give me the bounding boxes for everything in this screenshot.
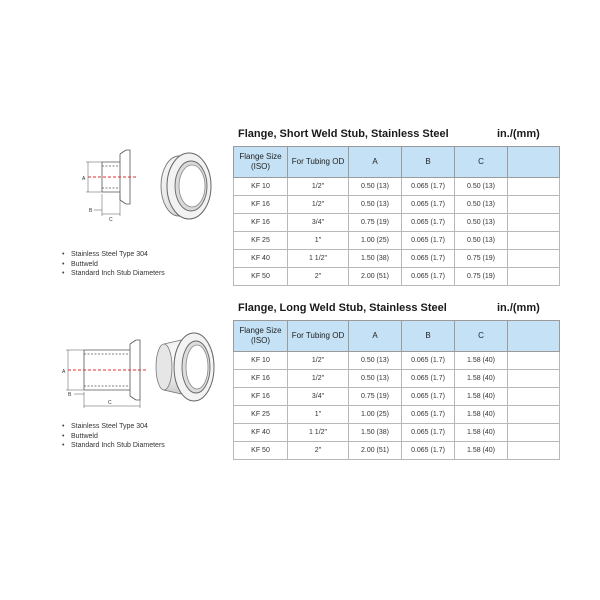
table-row bbox=[234, 250, 560, 268]
feature-item: • Standard Inch Stub Diameters bbox=[62, 269, 165, 279]
table-cell: 0.50 (13) bbox=[455, 232, 508, 250]
table-cell: 0.065 (1.7) bbox=[402, 268, 455, 286]
table-cell: KF 16 bbox=[234, 370, 288, 388]
table-row bbox=[234, 178, 560, 196]
table-row bbox=[234, 232, 560, 250]
table-row bbox=[234, 196, 560, 214]
table-cell bbox=[508, 406, 560, 424]
long-stub-features bbox=[62, 422, 165, 451]
table-cell: 2.00 (51) bbox=[349, 268, 402, 286]
table-header-row bbox=[234, 321, 560, 352]
table-cell: 0.75 (19) bbox=[349, 388, 402, 406]
units-label: in./(mm) bbox=[497, 302, 540, 314]
table-cell: 2.00 (51) bbox=[349, 442, 402, 460]
table-cell: 1.58 (40) bbox=[455, 406, 508, 424]
table-cell: 2" bbox=[288, 268, 349, 286]
table-cell: KF 40 bbox=[234, 424, 288, 442]
long-stub-3d-image bbox=[150, 324, 218, 410]
table-cell: 0.065 (1.7) bbox=[402, 442, 455, 460]
table-row bbox=[234, 388, 560, 406]
table-cell: 1" bbox=[288, 406, 349, 424]
table-cell bbox=[508, 370, 560, 388]
table-cell: KF 10 bbox=[234, 178, 288, 196]
header-cell: B bbox=[402, 321, 455, 352]
feature-item: • Stainless Steel Type 304 bbox=[62, 250, 165, 260]
feature-item: • Stainless Steel Type 304 bbox=[62, 422, 165, 432]
table-row bbox=[234, 352, 560, 370]
table-cell: 1.58 (40) bbox=[455, 388, 508, 406]
table-cell: 1.58 (40) bbox=[455, 442, 508, 460]
table-cell: 1/2" bbox=[288, 178, 349, 196]
header-cell bbox=[508, 321, 560, 352]
section-title: Flange, Short Weld Stub, Stainless Steel bbox=[238, 128, 449, 140]
table-cell bbox=[508, 250, 560, 268]
table-cell: 0.50 (13) bbox=[455, 196, 508, 214]
table-cell: 1.50 (38) bbox=[349, 424, 402, 442]
short-stub-table bbox=[233, 146, 560, 286]
table-cell: 0.065 (1.7) bbox=[402, 406, 455, 424]
short-stub-features bbox=[62, 250, 165, 279]
table-cell: 0.065 (1.7) bbox=[402, 214, 455, 232]
table-cell: 1.58 (40) bbox=[455, 352, 508, 370]
dim-c-label: C bbox=[108, 400, 112, 406]
table-cell: 1 1/2" bbox=[288, 250, 349, 268]
table-cell: 0.75 (19) bbox=[455, 250, 508, 268]
table-cell bbox=[508, 388, 560, 406]
table-cell: 0.75 (19) bbox=[455, 268, 508, 286]
table-cell: 0.50 (13) bbox=[349, 196, 402, 214]
table-header-row bbox=[234, 147, 560, 178]
header-cell: For Tubing OD bbox=[288, 321, 349, 352]
table-cell: 1.58 (40) bbox=[455, 424, 508, 442]
feature-item: • Buttweld bbox=[62, 260, 165, 270]
table-cell: KF 16 bbox=[234, 214, 288, 232]
table-cell bbox=[508, 214, 560, 232]
short-stub-section-drawing bbox=[74, 144, 146, 222]
dim-b-label: B bbox=[89, 208, 93, 214]
table-cell: 0.50 (13) bbox=[349, 370, 402, 388]
header-cell: Flange Size (ISO) bbox=[234, 147, 288, 178]
table-cell: KF 16 bbox=[234, 196, 288, 214]
table-cell: KF 40 bbox=[234, 250, 288, 268]
table-cell: 0.50 (13) bbox=[349, 352, 402, 370]
table-row bbox=[234, 406, 560, 424]
table-cell: 0.50 (13) bbox=[455, 214, 508, 232]
table-cell: 1.50 (38) bbox=[349, 250, 402, 268]
table-cell: 0.065 (1.7) bbox=[402, 178, 455, 196]
table-cell: 0.065 (1.7) bbox=[402, 388, 455, 406]
table-cell: 1/2" bbox=[288, 196, 349, 214]
dim-a-label: A bbox=[82, 176, 86, 182]
header-cell: Flange Size (ISO) bbox=[234, 321, 288, 352]
table-cell: KF 50 bbox=[234, 442, 288, 460]
table-cell: KF 25 bbox=[234, 406, 288, 424]
header-cell: A bbox=[349, 147, 402, 178]
header-cell: B bbox=[402, 147, 455, 178]
table-cell: 1.00 (25) bbox=[349, 406, 402, 424]
dim-a-label: A bbox=[62, 369, 66, 375]
table-cell: 0.065 (1.7) bbox=[402, 424, 455, 442]
table-cell: 3/4" bbox=[288, 388, 349, 406]
table-cell: 2" bbox=[288, 442, 349, 460]
table-cell: KF 16 bbox=[234, 388, 288, 406]
table-cell: 0.50 (13) bbox=[455, 178, 508, 196]
table-cell bbox=[508, 232, 560, 250]
table-row bbox=[234, 214, 560, 232]
table-cell bbox=[508, 442, 560, 460]
table-cell: 3/4" bbox=[288, 214, 349, 232]
table-cell: 0.065 (1.7) bbox=[402, 196, 455, 214]
table-cell bbox=[508, 352, 560, 370]
table-cell: 0.065 (1.7) bbox=[402, 232, 455, 250]
short-stub-3d-image bbox=[155, 146, 217, 224]
header-cell: For Tubing OD bbox=[288, 147, 349, 178]
table-cell: KF 10 bbox=[234, 352, 288, 370]
long-stub-table bbox=[233, 320, 560, 460]
table-cell: 1.58 (40) bbox=[455, 370, 508, 388]
table-cell: 1/2" bbox=[288, 370, 349, 388]
header-cell: A bbox=[349, 321, 402, 352]
table-cell: 0.065 (1.7) bbox=[402, 352, 455, 370]
table-cell: 1/2" bbox=[288, 352, 349, 370]
header-cell bbox=[508, 147, 560, 178]
table-cell: KF 50 bbox=[234, 268, 288, 286]
section-title: Flange, Long Weld Stub, Stainless Steel bbox=[238, 302, 447, 314]
table-cell: 0.75 (19) bbox=[349, 214, 402, 232]
dim-c-label: C bbox=[109, 217, 113, 222]
table-cell: 0.065 (1.7) bbox=[402, 250, 455, 268]
table-row bbox=[234, 370, 560, 388]
table-cell bbox=[508, 178, 560, 196]
table-cell bbox=[508, 424, 560, 442]
table-row bbox=[234, 442, 560, 460]
long-stub-section-drawing bbox=[60, 338, 154, 410]
table-cell bbox=[508, 268, 560, 286]
feature-item: • Buttweld bbox=[62, 432, 165, 442]
table-cell: 1 1/2" bbox=[288, 424, 349, 442]
table-row bbox=[234, 424, 560, 442]
table-cell: 0.50 (13) bbox=[349, 178, 402, 196]
table-cell: 1" bbox=[288, 232, 349, 250]
dim-b-label: B bbox=[68, 392, 72, 398]
table-row bbox=[234, 268, 560, 286]
header-cell: C bbox=[455, 321, 508, 352]
table-cell: 1.00 (25) bbox=[349, 232, 402, 250]
table-cell bbox=[508, 196, 560, 214]
feature-item: • Standard Inch Stub Diameters bbox=[62, 441, 165, 451]
units-label: in./(mm) bbox=[497, 128, 540, 140]
table-cell: KF 25 bbox=[234, 232, 288, 250]
table-cell: 0.065 (1.7) bbox=[402, 370, 455, 388]
header-cell: C bbox=[455, 147, 508, 178]
